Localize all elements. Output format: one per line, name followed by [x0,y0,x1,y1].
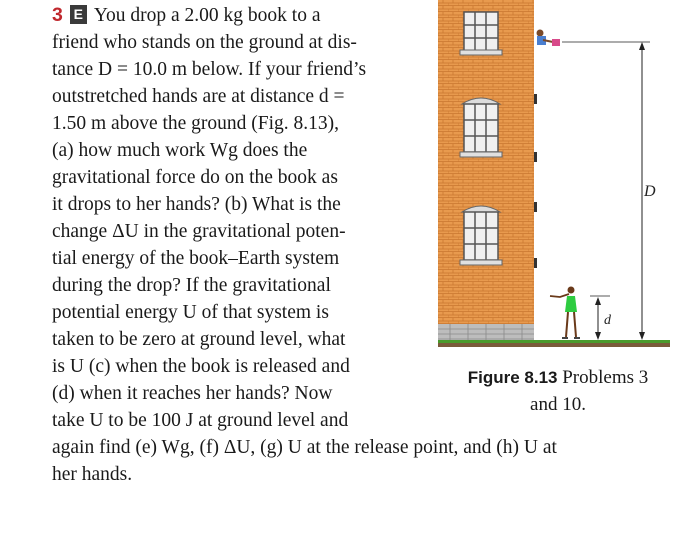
dimension-d [590,296,612,340]
dropper-person [537,30,561,47]
book [552,39,560,46]
problem-text-line: again find (e) Wg, (f) ΔU, (g) U at the release point, and (h) U at [52,437,557,458]
problem-text-line: change ΔU in the gravitational poten- [52,221,346,242]
difficulty-badge: E [70,5,87,24]
problem-text-line: potential energy U of that system is [52,302,329,323]
problem-text-line: outstretched hands are at distance d = [52,86,345,107]
problem-text-line: take U to be 100 J at ground level and [52,410,349,431]
problem-text-line: 1.50 m above the ground (Fig. 8.13), [52,113,340,134]
window [460,12,502,55]
problem-number: 3 [52,4,63,26]
ledge [534,258,537,268]
problem-text-line: (a) how much work Wg does the [52,140,308,161]
ledge [534,94,537,104]
dimension-d-label: d [604,313,611,328]
problem-text-line: gravitational force do on the book as [52,167,338,188]
ledge [534,152,537,162]
problem-text-line: friend who stands on the ground at dis- [52,32,357,53]
problem-text-line: is U (c) when the book is released and [52,356,350,377]
figure-8-13 [438,0,678,362]
problem-line-1 [52,2,321,29]
problem-text-line: tial energy of the book–Earth system [52,248,340,269]
ground [438,340,670,343]
figure-caption-text-2: and 10. [530,394,586,415]
dimension-D [562,42,656,340]
figure-caption-text: Problems 3 [562,367,649,388]
dimension-D-label: D [644,183,656,200]
problem-text-line: it drops to her hands? (b) What is the [52,194,341,215]
problem-text-line: tance D = 10.0 m below. If your friend’s [52,59,367,80]
problem-text-line: taken to be zero at ground level, what [52,329,346,350]
catcher-person [550,287,580,339]
ledge [534,202,537,212]
figure-label: Figure 8.13 [467,368,558,387]
window [460,98,502,157]
problem-text-line: her hands. [52,464,133,485]
problem-text-line: during the drop? If the gravitational [52,275,331,296]
window [460,206,502,265]
problem-text-line: You drop a 2.00 kg book to a [93,5,321,26]
problem-text-line: (d) when it reaches her hands? Now [52,383,333,404]
figure-caption [442,364,674,418]
